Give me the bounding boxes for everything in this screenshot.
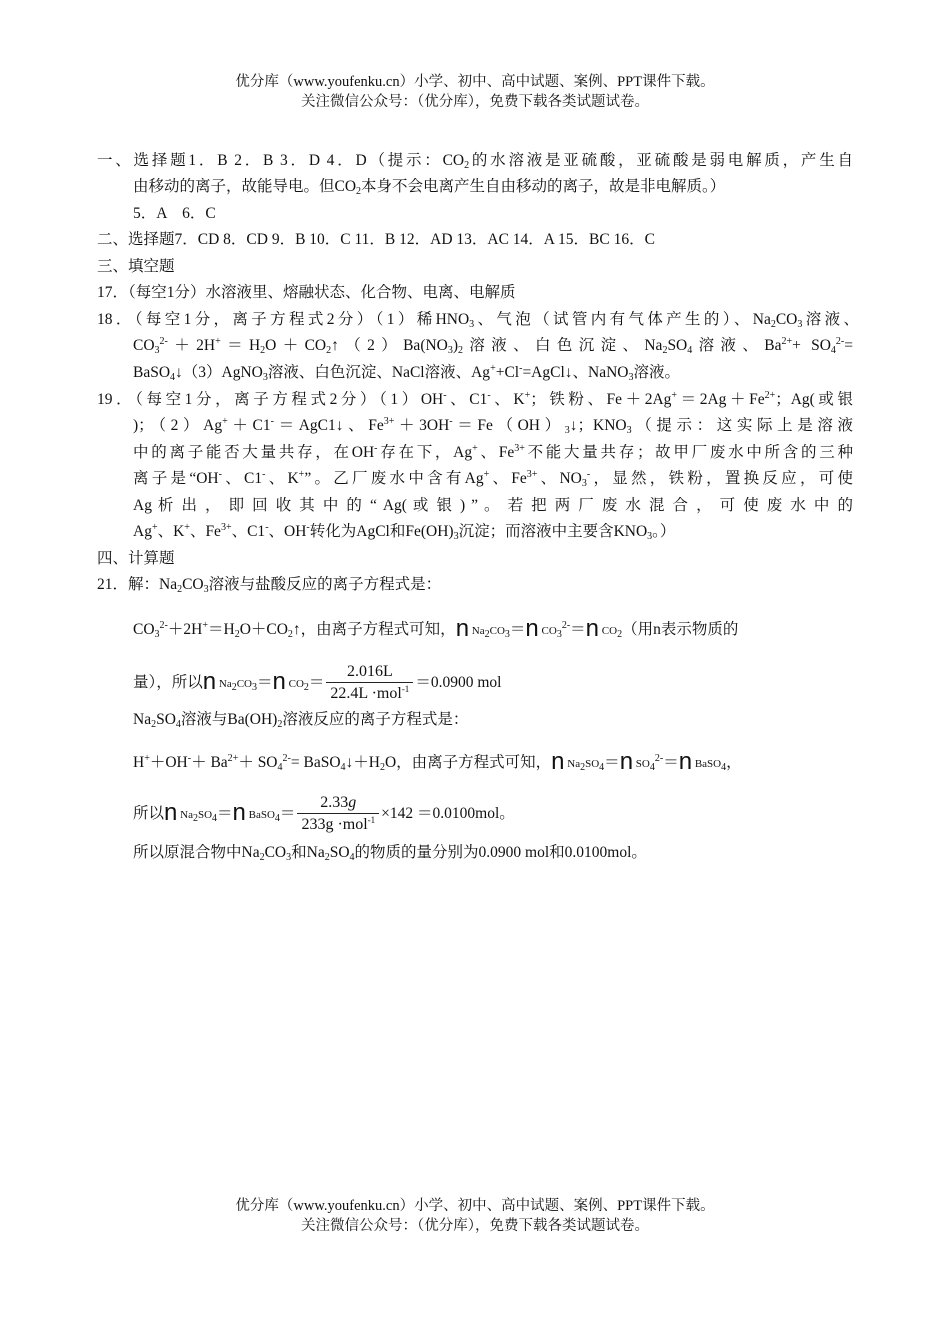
answer-line-4: 二、选择题7．CD 8．CD 9．B 10．C 11．B 12．AD 13．AC 14．A 15．BC 16．C — [97, 231, 655, 248]
answer-line-1: 一、选择题1．B 2．B 3．D 4．D（提示：$CO_2$的水溶液是亚硫酸，亚硫酸是弱电解质，产生自 — [97, 152, 853, 171]
section-heading-fill: 三、填空题 — [97, 258, 175, 275]
page-footer — [0, 1196, 950, 1236]
answer-21-conclusion: 所以原混合物中$Na_2CO_3$和$Na_2SO_4$的物质的量分别为0.0900 mol和0.0100mol。 — [133, 844, 647, 863]
answer-18-line-1: 18．（每空1分，离子方程式2分）（1）稀$HNO_3$、气泡（试管内有气体产生的）、$Na_2CO_3$溶液、 — [97, 311, 859, 330]
section-heading-calc: 四、计算题 — [97, 550, 175, 567]
answer-19-line-4: 离子是“OH-、C1-、K+”。乙厂废水中含有Ag+、$Fe^{3+}$、$NO_3^-$，显然，铁粉，置换反应，可使 — [133, 469, 853, 489]
fraction-baso4: $\frac{2.33g}{233g \cdot mol^{-1}}$ — [297, 793, 379, 836]
answer-21-equation-1: $CO_3^{2-}+2H^+=H_2O+CO_2↑$，由离子方程式可知，n $Na_2CO_3=n$ $CO_3^{2-}=n$ $CO_2$（用n表示物质的 — [133, 615, 739, 642]
answer-21-calc-2: 所以n $Na_2SO_4=n$ BaSO$_4$＝ $\frac{2.33g}{233g \cdot mol^{-1}}$ ×142 ＝0.0100mol。 — [133, 786, 515, 842]
answer-19-line-2: )；（2）Ag+＋C1-＝AgC1↓、$Fe^{3+}+3OH^-=Fe(OH)_3↓$；$KNO_3$（提示：这实际上是溶液 — [133, 416, 853, 436]
header-line-1: 优分库（www.youfenku.cn）小学、初中、高中试题、案例、PPT课件下载。 — [235, 74, 715, 90]
answer-21-equation-2: $H^++OH^-+ Ba^{2+}+ SO_4^{2-}=$ $BaSO_4↓+H_2O$，由离子方程式可知，n $Na_2SO_4=n$ $SO_4^{2-}=n$ BaSO$_4$， — [133, 748, 742, 775]
answer-18-line-2: $CO_3^{2-}+2H^+=H_2O+CO_2↑(2)Ba(NO_3)_2$溶液、白色沉淀、$Na_2SO_4$溶液、$Ba^{2+}+ SO_4^{2-}=$ — [133, 336, 853, 356]
header-line-2: 关注微信公众号：（优分库），免费下载各类试题试卷。 — [301, 94, 649, 110]
answer-19-line-3: 中的离子能否大量共存，在OH-存在下，Ag+、$Fe^{3+}$不能大量共存；故甲厂废水中所含的三种 — [133, 443, 853, 461]
answer-18-line-3: BaSO$_4$↓（3）AgNO$_3$溶液、白色沉淀、NaCl溶液、Ag++Cl-=AgCl↓、NaNO$_3$溶液。 — [133, 363, 680, 383]
answer-19-line-1: 19．（每空1分，离子方程式2分）（1）OH-、C1-、K+；铁粉、$Fe+2Ag^+=2Ag+Fe^{2+}$；Ag(或银 — [97, 390, 853, 408]
answer-line-2: 由移动的离子，故能导电。但$CO_2$本身不会电离产生自由移动的离子，故是非电解质。） — [133, 178, 726, 197]
footer-line-1: 优分库（www.youfenku.cn）小学、初中、高中试题、案例、PPT课件下载。 — [235, 1198, 715, 1214]
answer-19-line-6: Ag+、K+、$Fe^{3+}$、C1-、OH-转化为AgCl和$Fe(OH)_3$沉淀；而溶液中主要含$KNO_3$。） — [133, 522, 676, 542]
answer-21-calc-1: 量），所以n $Na_2CO_3=n$ $CO_2=$ $\frac{2.016L}{22.4L \cdot mol^{-1}}$ ＝0.0900 mol — [133, 655, 501, 711]
answer-19-line-5: Ag 析 出 ， 即 回 收 其 中 的 “ Ag( 或 银 ) ” 。 若 把 两 厂 废 水 混 合 ， 可 使 废 水 中 的 — [133, 497, 853, 514]
fraction-co2: $\frac{2.016L}{22.4L \cdot mol^{-1}}$ — [326, 662, 413, 705]
answer-21-intro: 21．解：$Na_2CO_3$溶液与盐酸反应的离子方程式是： — [97, 576, 442, 595]
answer-17: 17．（每空1分）水溶液里、熔融状态、化合物、电离、电解质 — [97, 284, 516, 301]
answer-line-3: 5．A 6．C — [133, 205, 216, 222]
page-header — [0, 72, 950, 112]
answer-21-intro-2: $Na_2SO_4$溶液与$Ba(OH)_2$溶液反应的离子方程式是： — [133, 711, 469, 730]
footer-line-2: 关注微信公众号：（优分库），免费下载各类试题试卷。 — [301, 1218, 649, 1234]
